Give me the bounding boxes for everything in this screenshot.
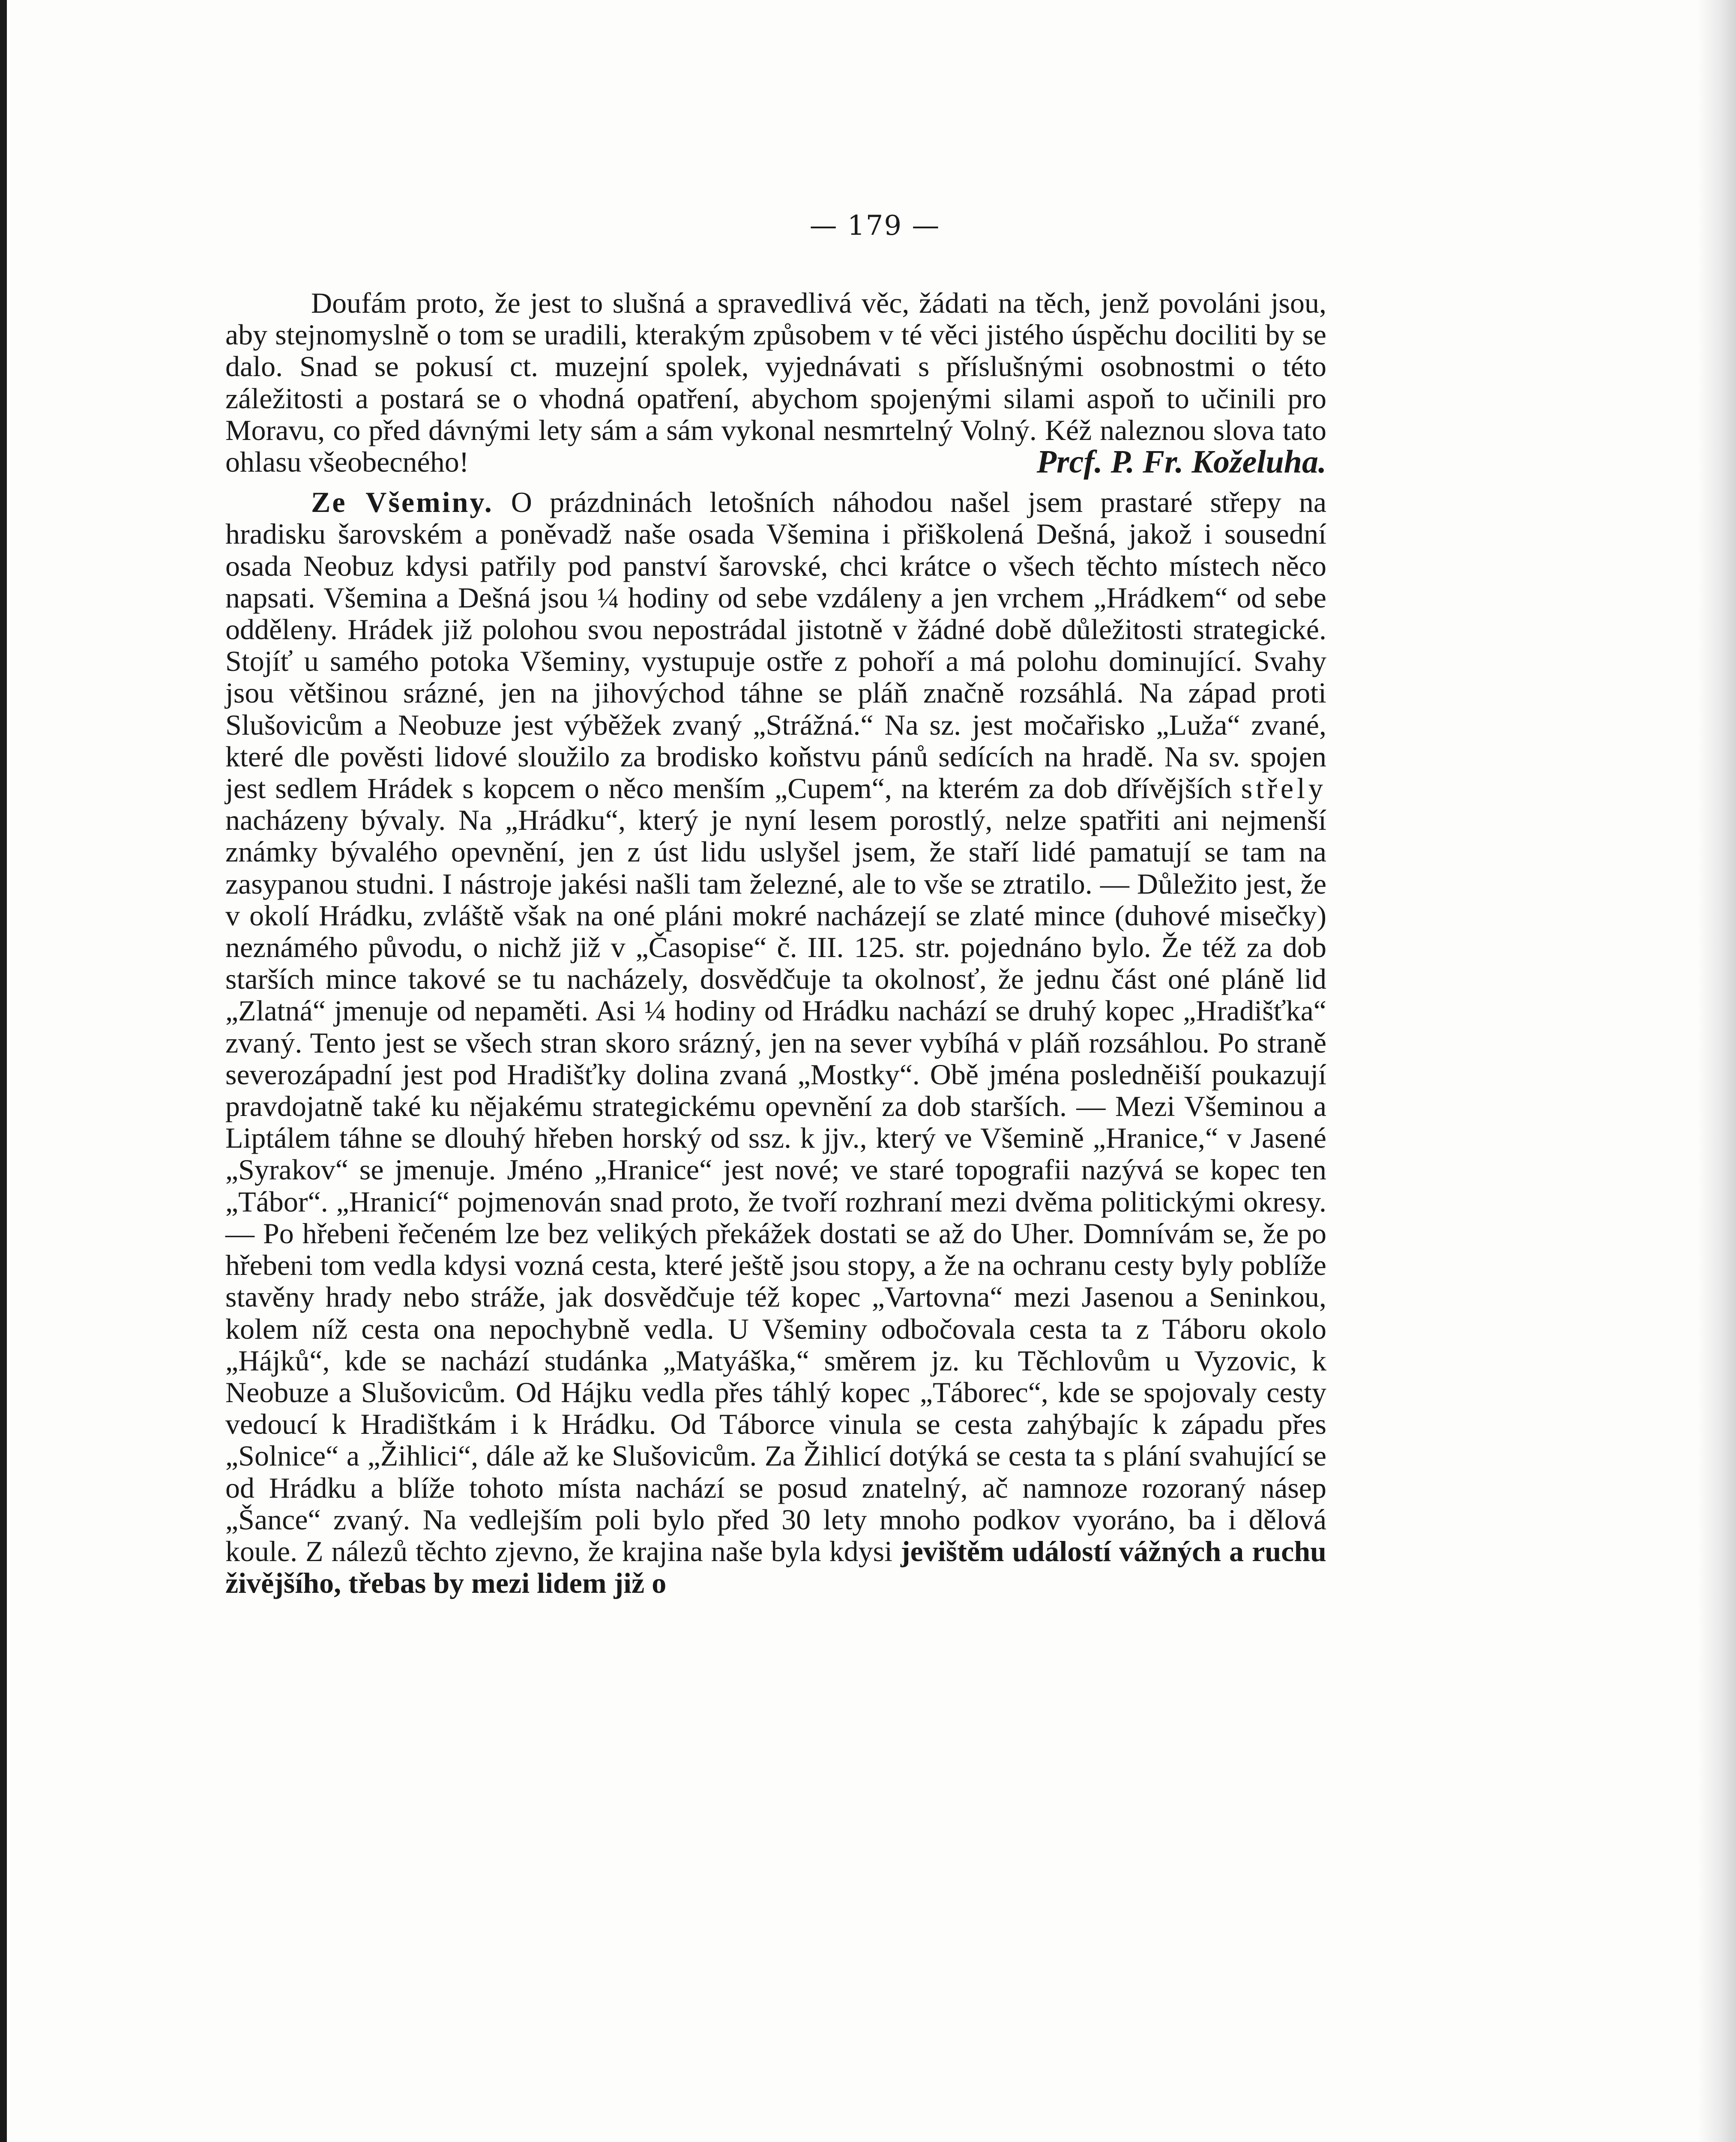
paragraph-vsemina-text-a: O prázdninách letošních náhodou našel jsem prastaré střepy na hradisku šarovském a poněvadž naše osada Všemina i přiškolená Dešná, jakož i sousední osada Neobuz kdysi patřily pod panství šarovské, chci krátce o všech těchto místech něco napsati. Všemina a Dešná jsou ¼ hodiny od sebe vzdáleny a jen vrchem „Hrádkem“ od sebe odděleny. Hrádek již polohou svou nepostrádal jistotně v žádné době důležitosti strategické. Stojíť u samého potoka Všeminy, vystupuje ostře z pohoří a má polohu dominující. Svahy jsou většinou srázné, jen na jihovýchod táhne se pláň značně rozsáhlá. Na západ proti Slušovicům a Neobuze jest výběžek zvaný „Strážná.“ Na sz. jest močařisko „Luža“ zvané, které dle pověsti lidové sloužilo za brodisko koňstvu pánů sedících na hradě. Na sv. spojen jest sedlem Hrádek s kopcem o něco menším „Cupem“, na kterém za dob dřívějších <box>225 486 1326 805</box>
spaced-word: střely <box>1241 772 1326 805</box>
scan-edge-shadow <box>1697 0 1736 2142</box>
paragraph-conclusion <box>225 287 1326 478</box>
paragraph-vsemina-bold-end: jevištěm událostí vážných a ruchu živějšího, třebas by mezi lidem již o <box>225 1535 1327 1600</box>
paragraph-conclusion-text: Doufám proto, že jest to slušná a spravedlivá věc, žádati na těch, jenž povoláni jsou, aby stejnomyslně o tom se uradili, kterakým způsobem v té věci jistého úspěchu dociliti by se dalo. Snad se pokusí ct. muzejní spolek, vyjednávati s příslušnými osobnostmi o této záležitosti a postará se o vhodná opatření, abychom spojenými silami aspoň to učinili pro Moravu, co před dávnými lety sám a sám vykonal nesmrtelný Volný. Kéž naleznou slova tato ohlasu všeobecného! <box>225 287 1326 479</box>
author-signature: Prcf. P. Fr. Koželuha. <box>1036 444 1326 480</box>
paragraph-vsemina-text-b: nacházeny bývaly. Na „Hrádku“, který je nyní lesem porostlý, nelze spatřiti ani nejmenší známky bývalého opevnění, jen z úst lidu uslyšel jsem, že staří lidé pamatují se tam na zasypanou studni. I nástroje jakési našli tam železné, ale to vše se ztratilo. — Důležito jest, že v okolí Hrádku, zvláště však na oné pláni mokré nacházejí se zlaté mince (duhové misečky) neznámého původu, o nichž již v „Časopise“ č. III. 125. str. pojednáno bylo. Že též za dob starších mince takové se tu nacházely, dosvědčuje ta okolnosť, že jednu část oné pláně lid „Zlatná“ jmenuje od nepaměti. Asi ¼ hodiny od Hrádku nachází se druhý kopec „Hradišťka“ zvaný. Tento jest se všech stran skoro srázný, jen na sever vybíhá v pláň rozsáhlou. Po straně severozápadní jest pod Hradišťky dolina zvaná „Mostky“. Obě jména posledněiší poukazují pravdojatně také ku nějakému strategickému opevnění za dob starších. — Mezi Všeminou a Liptálem táhne se dlouhý hřeben horský od ssz. k jjv., který ve Všemině „Hranice,“ v Jasené „Syrakov“ se jmenuje. Jméno „Hranice“ jest nové; ve staré topografii nazývá se kopec ten „Tábor“. „Hranicí“ pojmenován snad proto, že tvoří rozhraní mezi dvěma politickými okresy. — Po hřebeni řečeném lze bez velikých překážek dostati se až do Uher. Domnívám se, že po hřebeni tom vedla kdysi vozná cesta, které ještě jsou stopy, a že na ochranu cesty byly poblíže stavěny hrady nebo stráže, jak dosvědčuje též kopec „Vartovna“ mezi Jasenou a Seninkou, kolem níž cesta ona nepochybně vedla. U Všeminy odbočovala cesta ta z Táboru okolo „Hájků“, kde se nachází studánka „Matyáška,“ směrem jz. ku Těchlovům u Vyzovic, k Neobuze a Slušovicům. Od Hájku vedla přes táhlý kopec „Táborec“, kde se spojovaly cesty vedoucí k Hradištkám i k Hrádku. Od Táborce vinula se cesta zahýbajíc k západu přes „Solnice“ a „Žihlici“, dále až ke Slušovicům. Za Žihlicí dotýká se cesta ta s plání svahující se od Hrádku a blíže tohoto místa nachází se posud znatelný, ač namnoze rozoraný násep „Šance“ zvaný. Na vedlejším poli bylo před 30 lety mnoho podkov vyoráno, ba i dělová koule. Z nálezů těchto zjevno, že krajina naše byla kdysi <box>225 804 1326 1568</box>
article-body <box>225 287 1326 1599</box>
paragraph-vsemina <box>225 486 1326 1599</box>
section-title: Ze Všeminy. <box>311 486 494 519</box>
page-number: — 179 — <box>809 210 940 242</box>
